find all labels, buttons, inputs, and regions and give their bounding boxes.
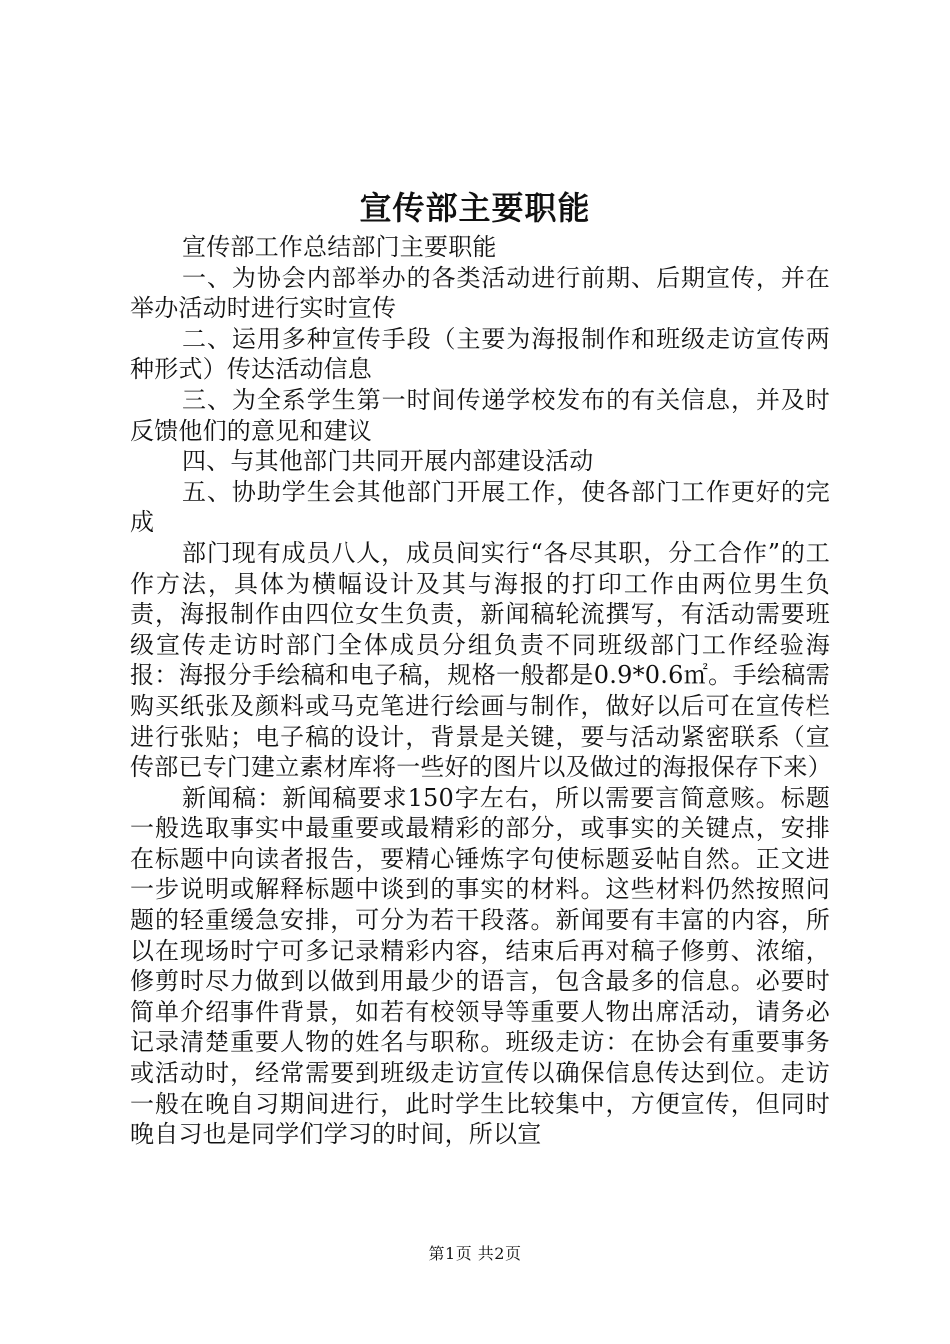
paragraph-duty-1: 一、为协会内部举办的各类活动进行前期、后期宣传，并在举办活动时进行实时宣传 (130, 263, 830, 323)
document-body (130, 232, 830, 1150)
paragraph-members: 部门现有成员八人，成员间实行“各尽其职，分工合作”的工作方法，具体为横幅设计及其与海报的打印工作由两位男生负责，海报制作由四位女生负责，新闻稿轮流撰写，有活动需要班级宣传走访时部门全体成员分组负责不同班级部门工作经验海报：海报分手绘稿和电子稿，规格一般都是0.9*0.6㎡。手绘稿需购买纸张及颜料或马克笔进行绘画与制作，做好以后可在宣传栏进行张贴；电子稿的设计，背景是关键，要与活动紧密联系（宣传部已专门建立素材库将一些好的图片以及做过的海报保存下来） (130, 538, 832, 782)
paragraph-duty-2: 二、运用多种宣传手段（主要为海报制作和班级走访宣传两种形式）传达活动信息 (130, 324, 830, 384)
document-title: 宣传部主要职能 (359, 189, 591, 227)
paragraph-duty-3: 三、为全系学生第一时间传递学校发布的有关信息，并及时反馈他们的意见和建议 (130, 385, 830, 445)
paragraph-duty-5: 五、协助学生会其他部门开展工作，使各部门工作更好的完成 (130, 477, 830, 537)
page-number: 第1页 共2页 (428, 1244, 522, 1263)
paragraph-news: 新闻稿：新闻稿要求150字左右，所以需要言简意赅。标题一般选取事实中最重要或最精彩的部分，或事实的关键点，安排在标题中向读者报告，要精心锤炼字句使标题妥帖自然。正文进一步说明或解释标题中谈到的事实的材料。这些材料仍然按照问题的轻重缓急安排，可分为若干段落。新闻要有丰富的内容，所以在现场时宁可多记录精彩内容，结束后再对稿子修剪、浓缩，修剪时尽力做到以做到用最少的语言，包含最多的信息。必要时简单介绍事件背景，如若有校领导等重要人物出席活动，请务必记录清楚重要人物的姓名与职称。班级走访：在协会有重要事务或活动时，经常需要到班级走访宣传以确保信息传达到位。走访一般在晚自习期间进行，此时学生比较集中，方便宣传，但同时晚自习也是同学们学习的时间，所以宣 (130, 783, 830, 1149)
paragraph-heading: 宣传部工作总结部门主要职能 (182, 233, 497, 261)
paragraph-duty-4: 四、与其他部门共同开展内部建设活动 (182, 447, 594, 476)
